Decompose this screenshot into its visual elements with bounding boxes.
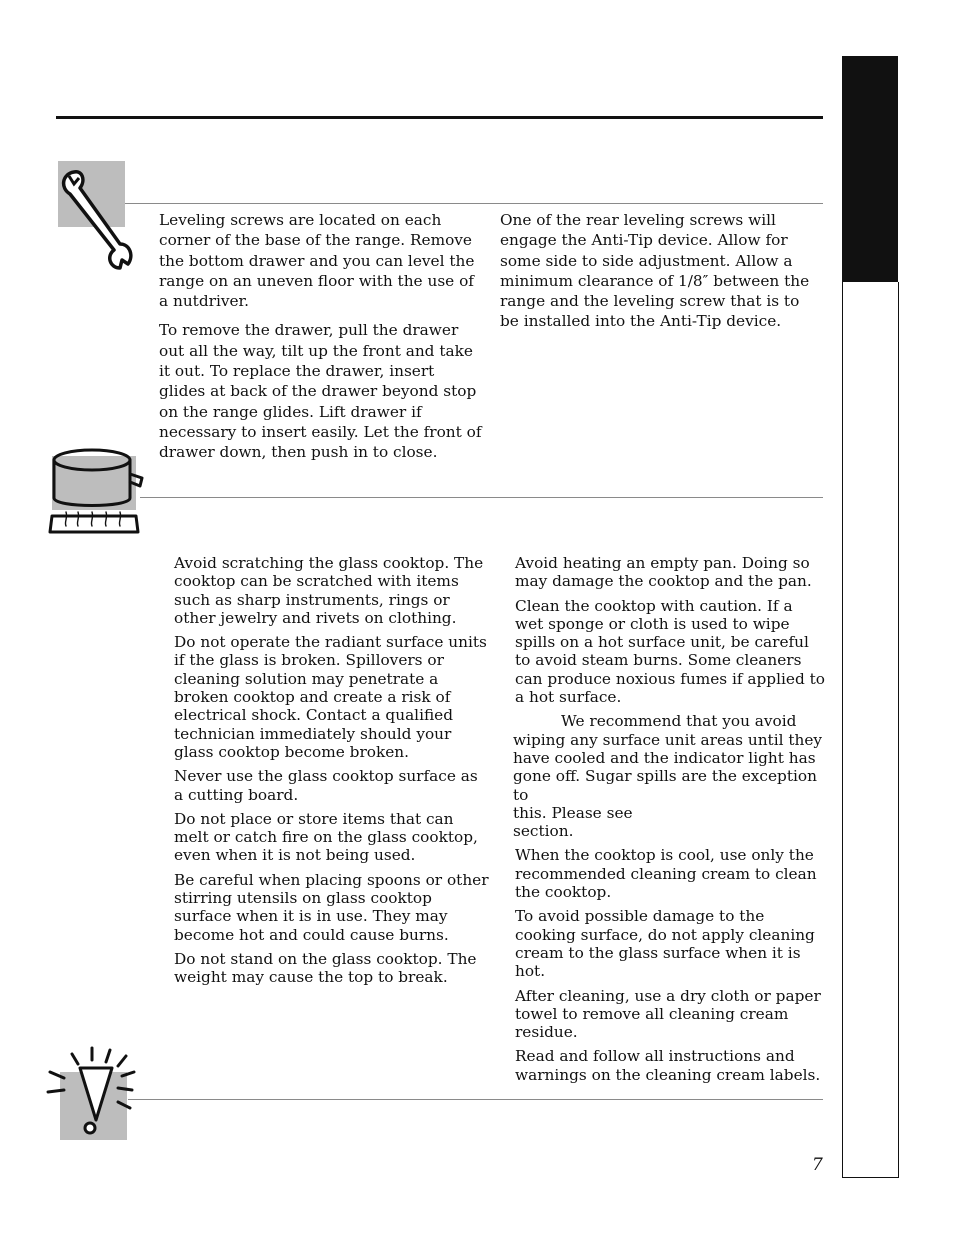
cooktop-column-2 xyxy=(515,554,825,1090)
cooktop-paragraph: Avoid scratching the glass cooktop. The cooktop can be scratched with items such as sharp instruments, rings or other jewelry and rivets on clothing. xyxy=(174,554,484,627)
section-tab-2 xyxy=(842,282,899,507)
leveling-paragraph: Leveling screws are located on each corner of the base of the range. Remove the bottom drawer and you can level the range on an uneven floor with the use of a nutdriver. xyxy=(159,211,475,311)
section-rule-cooktop xyxy=(140,497,823,498)
cooktop-paragraph: Be careful when placing spoons or other stirring utensils on glass cooktop surface when it is in use. They may become hot and could cause burns. xyxy=(174,870,489,944)
note-line: gone off. Sugar spills are the exception to xyxy=(513,767,817,804)
leveling-paragraph: To remove the drawer, pull the drawer out all the way, tilt up the front and take it out. To replace the drawer, insert glides at back of the drawer beyond stop on the range glides. Lift drawer if necessary to insert easily. Let the front of drawer down, then push in to close. xyxy=(159,321,482,462)
leveling-paragraph: One of the rear leveling screws will engage the Anti-Tip device. Allow for some side to side adjustment. Allow a minimum clearance of 1/8″ between the range and the leveling screw that is to be installed into the Anti-Tip device. xyxy=(500,211,810,331)
note-line: section. xyxy=(513,822,574,841)
cooktop-paragraph: Read and follow all instructions and warnings on the cleaning cream labels. xyxy=(515,1047,821,1084)
wrench-icon xyxy=(56,160,146,272)
cooktop-paragraph: When the cooktop is cool, use only the recommended cleaning cream to clean the cooktop. xyxy=(515,846,817,902)
leveling-column-2 xyxy=(500,210,822,341)
cooktop-paragraph: After cleaning, use a dry cloth or paper towel to remove all cleaning cream residue. xyxy=(515,986,821,1042)
cooktop-paragraph: To avoid possible damage to the cooking surface, do not apply cleaning cream to the glass surface when it is hot. xyxy=(515,907,815,981)
pot-icon xyxy=(46,446,144,538)
cooktop-paragraph: Clean the cooktop with caution. If a wet sponge or cloth is used to wipe spills on a hot surface unit, be careful to avoid steam burns. Some cleaners can produce noxious fumes if applied to a hot surface. xyxy=(515,596,825,707)
section-tab-active xyxy=(842,56,898,282)
page-number: 7 xyxy=(812,1155,823,1175)
cooktop-paragraph: Do not operate the radiant surface units if the glass is broken. Spillovers or cleaning solution may penetrate a broken cooktop and create a risk of electrical shock. Contact a qualified technician immediately should your glass cooktop become broken. xyxy=(174,633,487,761)
cooktop-note xyxy=(513,712,825,840)
cooktop-paragraph: Never use the glass cooktop surface as a cutting board. xyxy=(174,767,478,804)
section-rule-leveling xyxy=(125,203,823,204)
section-tab-5 xyxy=(842,956,899,1178)
note-line: wiping any surface unit areas until they xyxy=(513,730,823,749)
section-tab-4 xyxy=(842,732,899,957)
cooktop-paragraph: Do not place or store items that can melt or catch fire on the glass cooktop, even when it is not being used. xyxy=(174,809,478,865)
section-tab-3 xyxy=(842,506,899,733)
cooktop-column-1 xyxy=(174,554,490,993)
exclamation-icon xyxy=(46,1046,148,1142)
cooktop-paragraph: Do not stand on the glass cooktop. The weight may cause the top to break. xyxy=(174,949,477,987)
cooktop-paragraph: Avoid heating an empty pan. Doing so may damage the cooktop and the pan. xyxy=(515,554,812,591)
note-line: We recommend that you avoid xyxy=(561,712,797,731)
note-line: this. Please see xyxy=(513,803,633,822)
leveling-column-1 xyxy=(159,210,485,472)
note-line: have cooled and the indicator light has xyxy=(513,748,816,767)
section-rule-warning xyxy=(128,1099,823,1100)
header-rule xyxy=(56,116,823,119)
